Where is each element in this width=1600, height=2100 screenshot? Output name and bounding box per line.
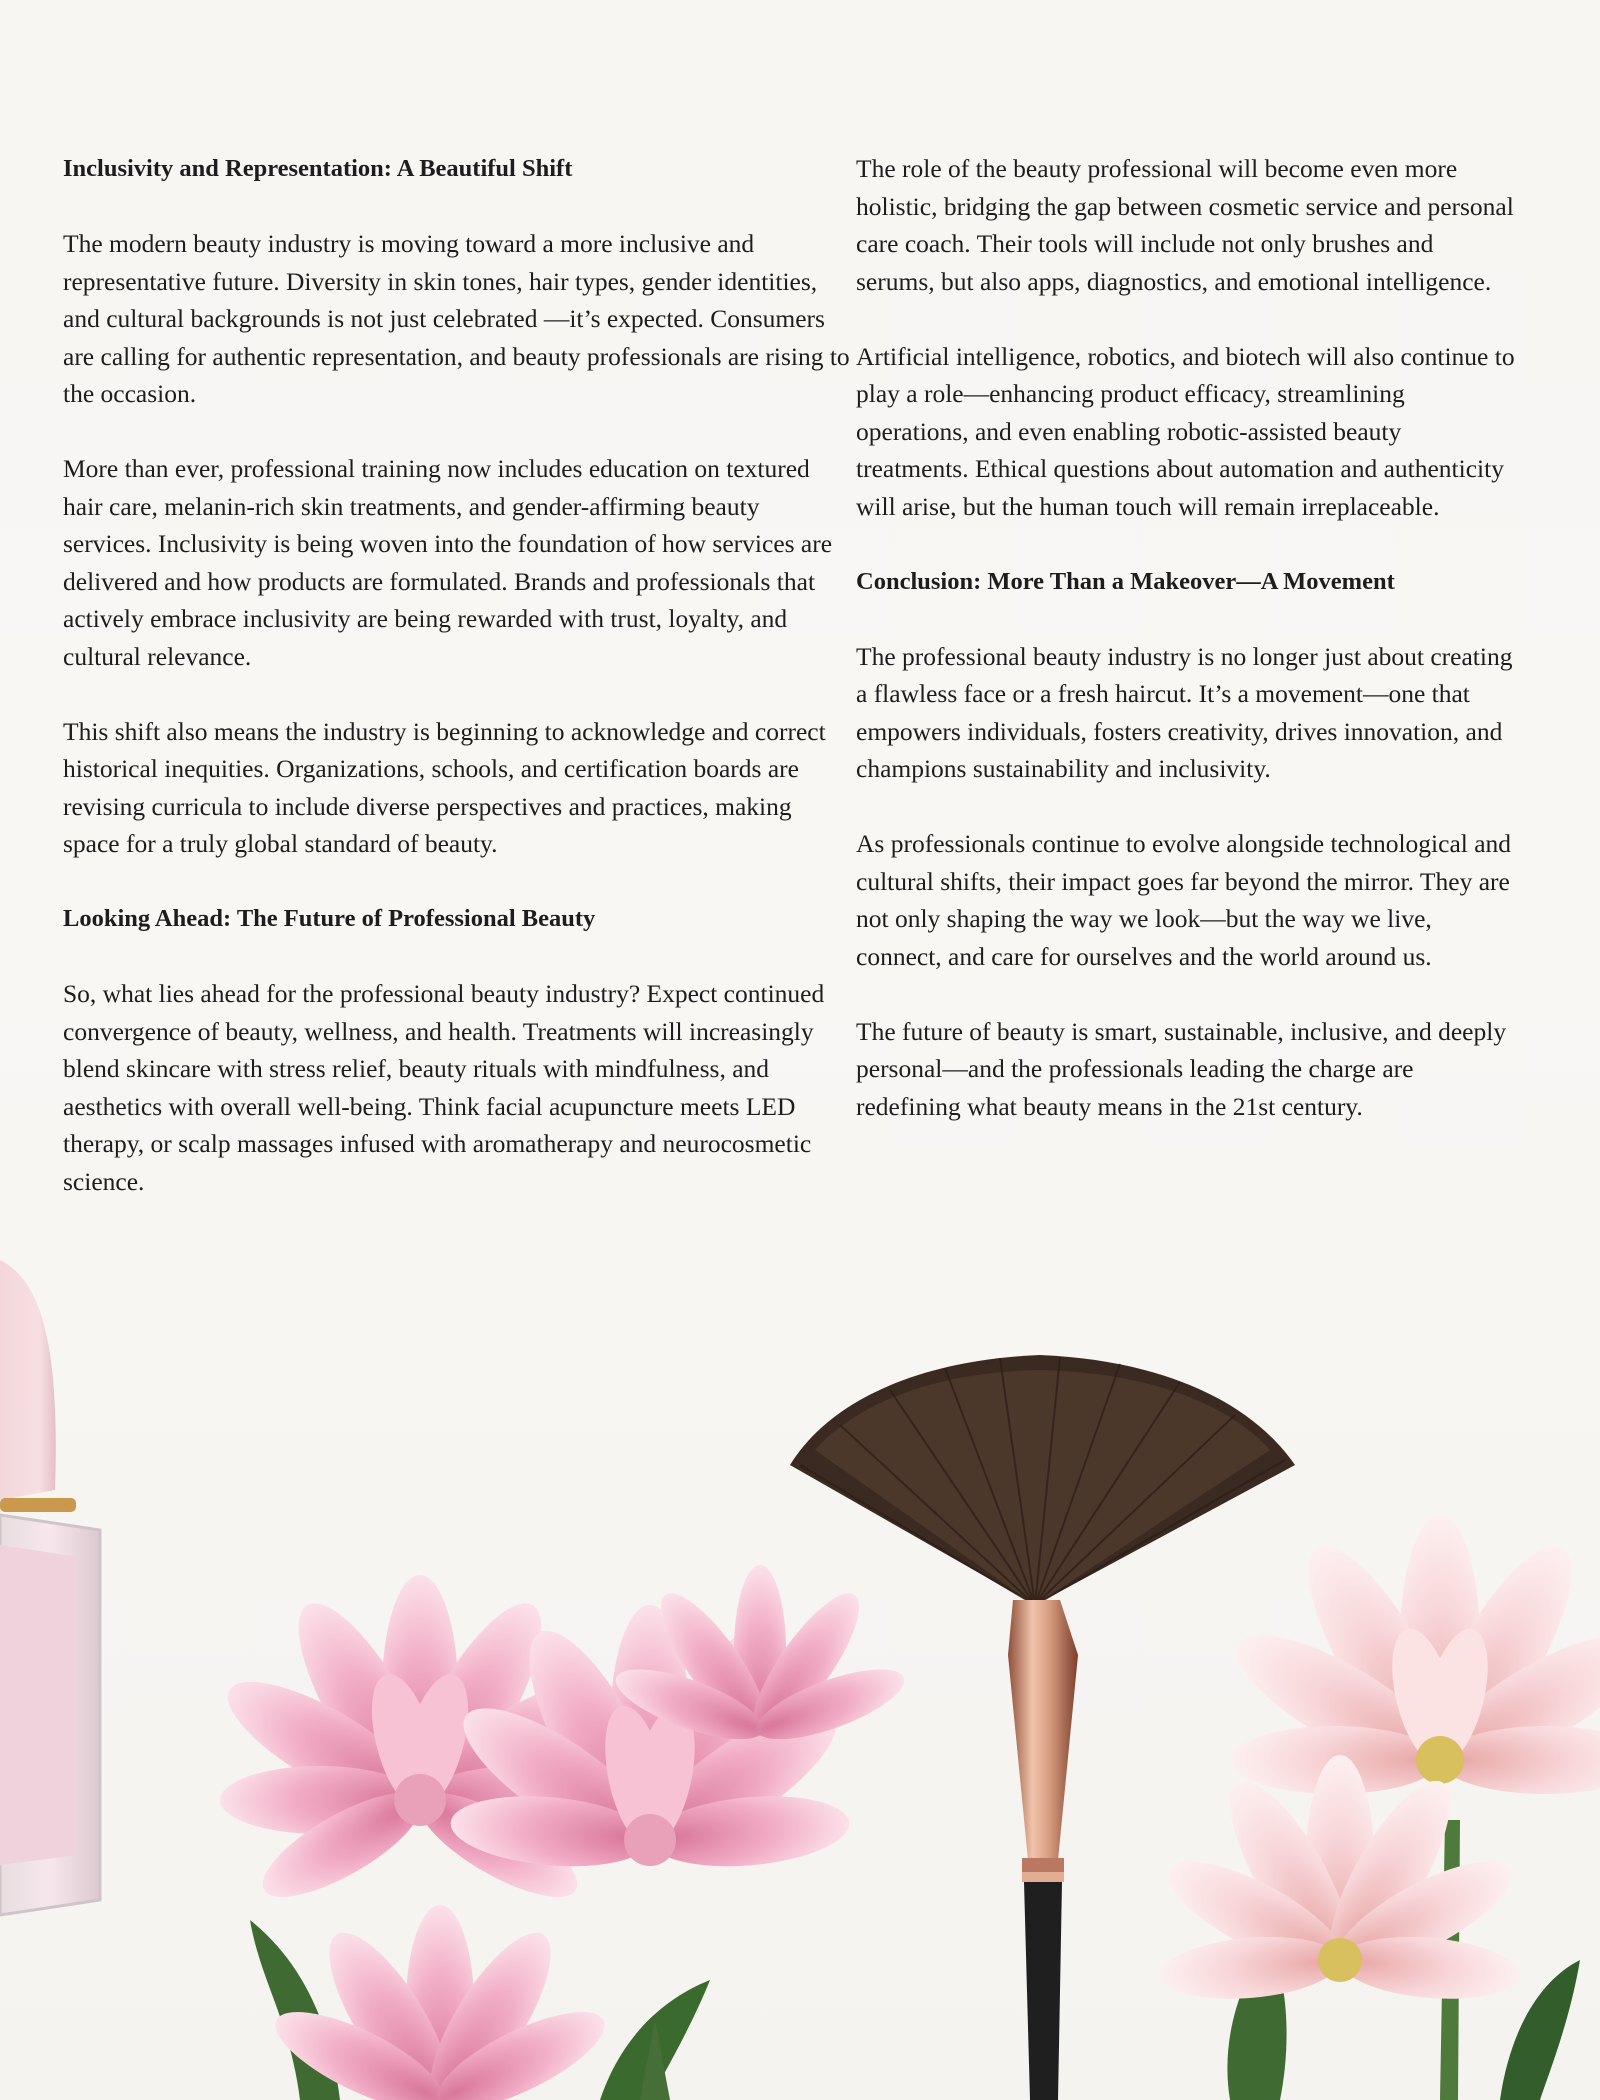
paragraph: Artificial intelligence, robotics, and biotech will also continue to play a role—enhancing product efficacy, streamlining operations, and even enabling robotic-assisted beauty treatments. Ethical questions about automation and authenticity will arise, but the human touch will remain irreplaceable. [856,341,1515,521]
section-heading-inclusivity: Inclusivity and Representation: A Beautiful Shift [63,155,573,182]
paragraph: As professionals continue to evolve alongside technological and cultural shifts, their impact goes far beyond the mirror. They are not only shaping the way we look—but the way we live, connect, and care for ourselves and the world around us. [856,829,1512,971]
section-heading-looking-ahead: Looking Ahead: The Future of Professional Beauty [63,905,596,932]
paragraph: So, what lies ahead for the professional beauty industry? Expect continued convergence of beauty, wellness, and health. Treatments will increasingly blend skincare with stress relief, beauty rituals with mindfulness, and aesthetics with overall well-being. Think facial acupuncture meets LED therapy, or scalp massages infused with aromatherapy and neurocosmetic science. [63,979,825,1196]
nail-polish-bottle [0,1260,100,1915]
beauty-still-life-illustration [0,1260,1600,2100]
paragraph: This shift also means the industry is beginning to acknowledge and correct historical inequities. Organizations, schools, and certification boards are revising curricula to include diverse perspectives and practices, making space for a truly global standard of beauty. [63,716,826,858]
paragraph: More than ever, professional training now includes education on textured hair care, melanin-rich skin treatments, and gender-affirming beauty services. Inclusivity is being woven into the foundation of how services are delivered and how products are formulated. Brands and professionals that actively embrace inclusivity are being rewarded with trust, loyalty, and cultural relevance. [63,454,833,671]
pink-flower-left [211,1565,912,2100]
paragraph: The modern beauty industry is moving toward a more inclusive and representative future. Diversity in skin tones, hair types, gender identities, and cultural backgrounds is not just celebrated —it’s expected. Consumers are calling for authentic representation, and beauty professionals are rising to the occasion. [63,229,850,408]
paragraph: The professional beauty industry is no longer just about creating a flawless face or a fresh haircut. It’s a movement—one that empowers individuals, fosters creativity, drives innovation, and champions sustainability and inclusivity. [856,641,1513,783]
section-heading-conclusion: Conclusion: More Than a Makeover—A Movement [856,567,1395,595]
paragraph: The role of the beauty professional will become even more holistic, bridging the gap between cosmetic service and personal care coach. Their tools will include not only brushes and serums, but also apps, diagnostics, and emotional intelligence. [856,154,1514,296]
pink-flower-right [1155,1515,1600,2100]
paragraph: The future of beauty is smart, sustainable, inclusive, and deeply personal—and the professionals leading the charge are redefining what beauty means in the 21st century. [856,1016,1507,1121]
right-column [856,150,1516,1163]
left-column [63,150,853,1238]
